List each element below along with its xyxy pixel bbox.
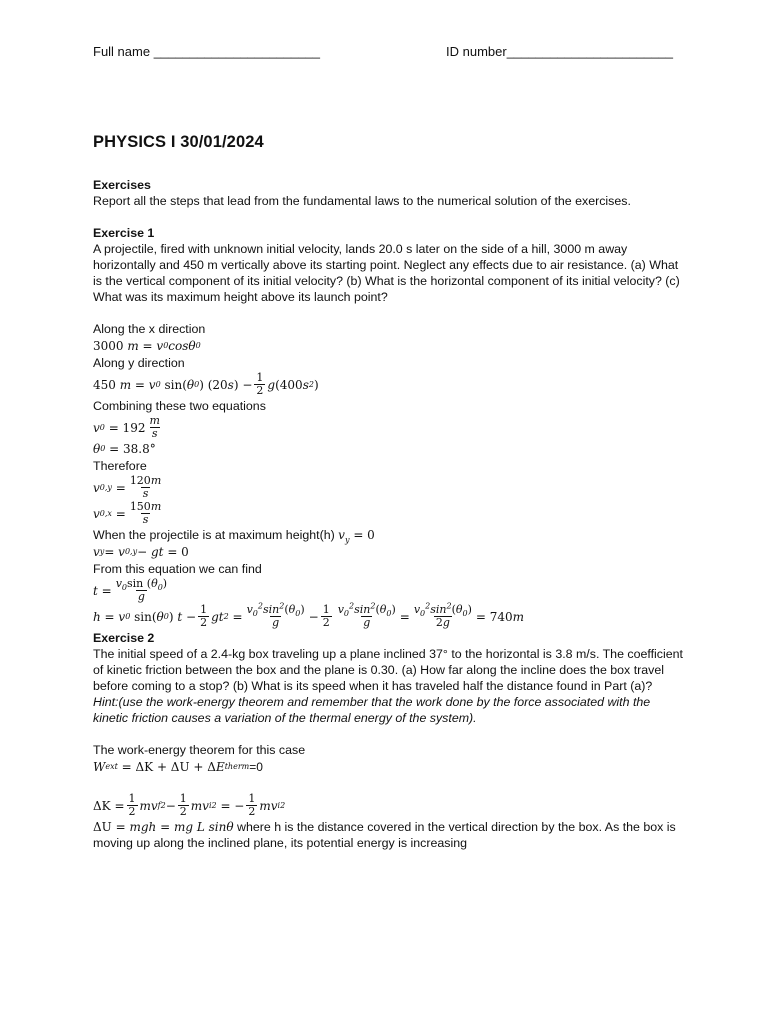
exercises-intro: Report all the steps that lead from the fundamental laws to the numerical solution of the exercises.: [93, 194, 631, 208]
id-number-field: ID number_______________________: [446, 44, 673, 59]
full-name-field: Full name _______________________: [93, 44, 320, 59]
exercise-2-text: The initial speed of a 2.4-kg box traveling up a plane inclined 37° to the horizontal is 3.8 m/s. The coefficient of kinetic friction between the box and the plane is 0.30. (a) How far along the incline does the box travel before coming to a stop? (b) What is its speed when it has traveled half the distance found in Part (a)?: [93, 647, 683, 693]
equation-v0y: v 0,y = $\frac{120m}{s}$: [93, 474, 162, 500]
equation-h: h = v 0 sin( θ 0 ) t − $\frac{1}{2}$ gt 2 = $\frac{v_0^2\sin^2(\theta_0)}{g}$ − $\frac{1}{2}$ $\frac{v_0^2\sin^2(\theta_0)}{g}$ = $\frac{v_0^2\sin^2(\theta_0)}{2g}$ = 740 m: [93, 601, 525, 629]
exercise-1-text: A projectile, fired with unknown initial velocity, lands 20.0 s later on the side of a hill, 3000 m away horizontally and 450 m vertically above its starting point. Neglect any effects due to air resistance. (a) What is the vertical component of its initial velocity? (b) What is the horizontal component of its initial velocity? (c) What was its maximum height above its launch point?: [93, 242, 680, 304]
exercise-2-hint: Hint:(use the work-energy theorem and remember that the work done by the force associated with the kinetic friction causes a variation of the thermal energy of the system).: [93, 695, 651, 725]
delta-u-line: ΔU = mgh = mg L sinθ where h is the distance covered in the vertical direction by the box. As the box is moving up along the inclined plane, its potential energy is increasing: [93, 820, 676, 850]
document-body: [93, 177, 683, 851]
equation-v0: v 0 = 192 $\frac{m}{s}$: [93, 414, 160, 440]
exercise-2-heading: Exercise 2: [93, 631, 155, 645]
along-y-label: Along y direction: [93, 356, 185, 370]
therefore-label: Therefore: [93, 459, 147, 473]
equation-vy: v y = v 0,y − gt = 0: [93, 545, 189, 559]
equation-work-energy: W ext = ΔK + ΔU + Δ E therm =0: [93, 760, 263, 774]
max-height-line: When the projectile is at maximum height(h) $v_y = 0$: [93, 528, 375, 545]
equation-v0x: v 0,x = $\frac{150m}{s}$: [93, 500, 162, 526]
equation-delta-k: ΔK = $\frac{1}{2}$ mv f 2 − $\frac{1}{2}$ mv i 2 = − $\frac{1}{2}$ mv i 2: [93, 792, 286, 818]
equation-theta0: θ 0 = 38.8°: [93, 442, 156, 456]
exercise-1-heading: Exercise 1: [93, 226, 155, 240]
equation-y: 450 m = v 0 sin( θ 0 ) (20 s ) − $\frac{1}{2}$ g (400 s 2 ): [93, 371, 319, 397]
equation-t: t = $\frac{v_0\sin (\theta_0)}{g}$: [93, 577, 168, 603]
page-title: PHYSICS I 30/01/2024: [93, 133, 264, 151]
along-x-label: Along the x direction: [93, 322, 206, 336]
combining-label: Combining these two equations: [93, 399, 266, 413]
exercises-heading: Exercises: [93, 178, 151, 192]
theorem-label: The work-energy theorem for this case: [93, 743, 306, 757]
equation-x: 3000 m = v 0 cosθ 0: [93, 339, 201, 353]
from-equation-label: From this equation we can find: [93, 562, 262, 576]
